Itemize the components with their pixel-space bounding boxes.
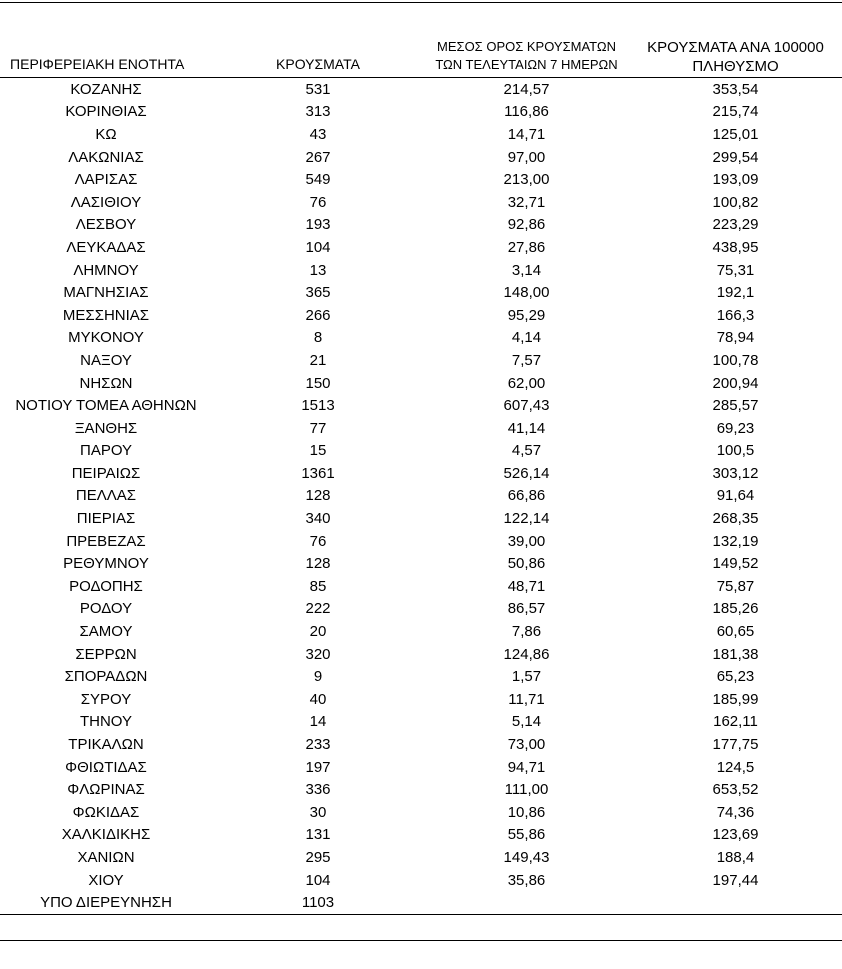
cell-per100k: 303,12 xyxy=(712,464,759,482)
cell-cases: 233 xyxy=(305,736,331,754)
header-row xyxy=(0,38,842,78)
cell-cases: 1103 xyxy=(212,891,424,914)
cell-cases: 13 xyxy=(309,261,327,279)
cell-cases: 222 xyxy=(305,600,331,618)
cell-cases: 15 xyxy=(309,442,327,460)
cell-region: ΤΡΙΚΑΛΩΝ xyxy=(68,736,144,754)
cell-cases: 128 xyxy=(305,487,331,505)
cell-avg7: 122,14 xyxy=(503,510,550,528)
table-row xyxy=(0,214,842,237)
cell-avg7: 526,14 xyxy=(503,464,550,482)
table-row xyxy=(0,530,842,553)
cell-region: ΜΥΚΟΝΟΥ xyxy=(68,329,144,347)
cell-cases: 340 xyxy=(305,510,331,528)
cell-avg7: 116,86 xyxy=(504,103,549,121)
cell-per100k: 299,54 xyxy=(712,148,759,166)
table-row xyxy=(0,440,842,463)
cell-cases: 1361 xyxy=(301,464,335,482)
cell-region: ΣΕΡΡΩΝ xyxy=(75,645,137,663)
cell-region: ΝΗΣΩΝ xyxy=(79,374,133,392)
cell-per100k: 192,1 xyxy=(716,284,755,302)
cell-region: ΡΟΔΟΠΗΣ xyxy=(69,577,143,595)
header-per100k-text: ΚΡΟΥΣΜΑΤΑ ΑΝΑ 100000 ΠΛΗΘΥΣΜΟ xyxy=(647,39,824,75)
cell-per100k: 100,78 xyxy=(712,351,759,369)
cell-cases: 104 xyxy=(305,871,331,889)
cell-region: ΡΕΘΥΜΝΟΥ xyxy=(63,555,149,573)
cell-region: ΛΑΚΩΝΙΑΣ xyxy=(68,148,144,166)
cell-region: ΧΑΝΙΩΝ xyxy=(77,848,135,866)
cell-cases: 295 xyxy=(305,848,331,866)
cell-avg7: 148,00 xyxy=(503,284,550,302)
cell-per100k: 65,23 xyxy=(716,668,755,686)
cell-avg7: 14,71 xyxy=(507,125,546,143)
cell-region: ΠΡΕΒΕΖΑΣ xyxy=(66,532,146,550)
cell-per100k: 193,09 xyxy=(712,171,759,189)
cell-per100k: 75,87 xyxy=(716,577,755,595)
cell-cases: 549 xyxy=(305,171,331,189)
table-header xyxy=(0,38,842,78)
cell-avg7: 10,86 xyxy=(507,803,546,821)
cell-per100k: 197,44 xyxy=(712,871,759,889)
bottom-divider xyxy=(0,940,842,941)
cell-per100k: 75,31 xyxy=(716,261,755,279)
cell-cases: 128 xyxy=(305,555,331,573)
cell-region: ΛΗΜΝΟΥ xyxy=(73,261,139,279)
cell-cases: 531 xyxy=(305,80,331,98)
cell-cases: 43 xyxy=(309,125,327,143)
top-divider xyxy=(0,2,842,3)
table-row xyxy=(0,846,842,869)
cell-per100k: 124,5 xyxy=(716,758,755,776)
cell-avg7: 32,71 xyxy=(507,193,546,211)
cell-per100k: 285,57 xyxy=(712,397,759,415)
cell-per100k: 200,94 xyxy=(712,374,759,392)
table-row xyxy=(0,507,842,530)
cell-cases: 267 xyxy=(305,148,331,166)
cell-avg7: 66,86 xyxy=(507,487,546,505)
cell-avg7: 41,14 xyxy=(507,419,546,437)
table-row xyxy=(0,417,842,440)
cell-cases: 40 xyxy=(309,690,327,708)
cell-region: ΠΕΙΡΑΙΩΣ xyxy=(71,464,141,482)
cell-avg7: 4,57 xyxy=(511,442,542,460)
cell-avg7: 3,14 xyxy=(511,261,542,279)
cell-cases: 21 xyxy=(309,351,327,369)
cell-per100k: 123,69 xyxy=(712,826,759,844)
table-row xyxy=(0,688,842,711)
cell-region: ΠΑΡΟΥ xyxy=(79,442,133,460)
header-avg7-text: ΜΕΣΟΣ ΟΡΟΣ ΚΡΟΥΣΜΑΤΩΝ ΤΩΝ ΤΕΛΕΥΤΑΙΩΝ 7 ΗΜΕΡΩΝ xyxy=(435,39,618,72)
cases-table xyxy=(0,38,842,915)
cell-cases: 313 xyxy=(305,103,331,121)
cell-cases: 104 xyxy=(305,238,331,256)
cell-avg7: 7,86 xyxy=(511,623,542,641)
cell-region: ΛΕΣΒΟΥ xyxy=(75,216,137,234)
cell-per100k: 268,35 xyxy=(712,510,759,528)
cell-cases: 30 xyxy=(309,803,327,821)
cell-region: ΛΑΡΙΣΑΣ xyxy=(74,171,138,189)
cell-cases: 8 xyxy=(313,329,323,347)
cell-per100k: 215,74 xyxy=(712,103,759,121)
cell-avg7: 124,86 xyxy=(503,645,550,663)
cell-per100k: 181,38 xyxy=(712,645,759,663)
table-row xyxy=(0,78,842,101)
cell-avg7: 607,43 xyxy=(503,397,550,415)
cell-avg7: 62,00 xyxy=(507,374,546,392)
header-cases: ΚΡΟΥΣΜΑΤΑ xyxy=(212,38,424,78)
table-row xyxy=(0,259,842,282)
cell-per100k: 69,23 xyxy=(716,419,755,437)
table-row xyxy=(0,891,842,914)
cell-avg7: 111,00 xyxy=(504,781,549,799)
cell-avg7: 7,57 xyxy=(511,351,542,369)
cell-per100k: 60,65 xyxy=(716,623,755,641)
cell-per100k: 653,52 xyxy=(712,781,759,799)
cell-avg7: 55,86 xyxy=(507,826,546,844)
cell-cases: 14 xyxy=(309,713,327,731)
cell-avg7: 1,57 xyxy=(511,668,542,686)
cell-region: ΝΟΤΙΟΥ ΤΟΜΕΑ ΑΘΗΝΩΝ xyxy=(15,397,197,415)
cell-region: ΥΠΟ ΔΙΕΡΕΥΝΗΣΗ xyxy=(0,891,212,914)
cell-cases: 85 xyxy=(309,577,327,595)
cell-per100k: 100,82 xyxy=(712,193,759,211)
cell-region: ΚΩ xyxy=(95,125,117,143)
table-row xyxy=(0,575,842,598)
table-row xyxy=(0,711,842,734)
cell-avg7: 149,43 xyxy=(503,848,550,866)
table-row xyxy=(0,101,842,124)
cell-per100k: 91,64 xyxy=(716,487,755,505)
cell-per100k: 188,4 xyxy=(716,848,755,866)
cell-cases: 20 xyxy=(309,623,327,641)
cell-region: ΠΙΕΡΙΑΣ xyxy=(76,510,136,528)
cell-region: ΣΠΟΡΑΔΩΝ xyxy=(64,668,148,686)
cell-avg7: 5,14 xyxy=(511,713,542,731)
cell-region: ΤΗΝΟΥ xyxy=(79,713,133,731)
cell-region: ΦΩΚΙΔΑΣ xyxy=(72,803,140,821)
cell-region: ΣΑΜΟΥ xyxy=(79,623,133,641)
cell-per100k: 132,19 xyxy=(712,532,759,550)
table-row xyxy=(0,394,842,417)
table-row xyxy=(0,552,842,575)
table-row xyxy=(0,372,842,395)
cell-per100k: 353,54 xyxy=(712,80,759,98)
table-row xyxy=(0,485,842,508)
cell-region: ΠΕΛΛΑΣ xyxy=(75,487,137,505)
table-row xyxy=(0,327,842,350)
cell-cases: 197 xyxy=(305,758,331,776)
table-row xyxy=(0,824,842,847)
cell-cases: 336 xyxy=(305,781,331,799)
cell-region: ΛΑΣΙΘΙΟΥ xyxy=(70,193,142,211)
table-row xyxy=(0,665,842,688)
table-row xyxy=(0,620,842,643)
table-row xyxy=(0,869,842,892)
cell-per100k: 74,36 xyxy=(716,803,755,821)
cell-region: ΜΑΓΝΗΣΙΑΣ xyxy=(63,284,149,302)
cell-per100k: 78,94 xyxy=(716,329,755,347)
cell-per100k: 177,75 xyxy=(712,736,759,754)
cell-cases: 320 xyxy=(305,645,331,663)
cell-cases: 76 xyxy=(309,532,327,550)
cell-per100k: 438,95 xyxy=(712,238,759,256)
cell-region: ΦΛΩΡΙΝΑΣ xyxy=(67,781,145,799)
cell-avg7: 11,71 xyxy=(508,690,545,708)
table-row xyxy=(0,191,842,214)
cell-cases: 1513 xyxy=(301,397,335,415)
cell-avg7: 48,71 xyxy=(507,577,546,595)
table-row xyxy=(0,304,842,327)
cell-cases: 150 xyxy=(305,374,331,392)
cell-cases: 9 xyxy=(313,668,323,686)
cell-region: ΛΕΥΚΑΔΑΣ xyxy=(66,238,146,256)
table-row xyxy=(0,462,842,485)
header-per100k xyxy=(629,38,842,78)
cell-avg7: 97,00 xyxy=(507,148,546,166)
cell-avg7: 4,14 xyxy=(511,329,542,347)
table-body xyxy=(0,78,842,915)
table-row xyxy=(0,778,842,801)
cell-avg7: 94,71 xyxy=(507,758,546,776)
table-row xyxy=(0,643,842,666)
cell-per100k: 149,52 xyxy=(712,555,759,573)
table-row xyxy=(0,146,842,169)
table-row xyxy=(0,168,842,191)
table-row xyxy=(0,598,842,621)
table-row xyxy=(0,801,842,824)
cell-cases: 76 xyxy=(309,193,327,211)
cell-per100k: 125,01 xyxy=(712,125,759,143)
cell-per100k: 223,29 xyxy=(712,216,759,234)
cell-region: ΧΙΟΥ xyxy=(88,871,124,889)
cell-per100k: 162,11 xyxy=(713,713,758,731)
cell-region: ΣΥΡΟΥ xyxy=(80,690,132,708)
cell-avg7: 39,00 xyxy=(507,532,546,550)
cell-avg7: 73,00 xyxy=(507,736,546,754)
cell-cases: 77 xyxy=(309,419,327,437)
cell-per100k xyxy=(629,891,842,914)
cell-avg7: 86,57 xyxy=(507,600,546,618)
cell-avg7: 213,00 xyxy=(503,171,550,189)
cell-avg7 xyxy=(424,891,629,914)
cell-region: ΞΑΝΘΗΣ xyxy=(74,419,138,437)
cell-per100k: 100,5 xyxy=(716,442,755,460)
cell-region: ΦΘΙΩΤΙΔΑΣ xyxy=(65,758,147,776)
header-avg7 xyxy=(424,38,629,78)
header-region: ΠΕΡΙΦΕΡΕΙΑΚΗ ΕΝΟΤΗΤΑ xyxy=(0,38,212,78)
table-row xyxy=(0,281,842,304)
cell-avg7: 95,29 xyxy=(507,306,546,324)
cell-region: ΡΟΔΟΥ xyxy=(79,600,133,618)
cell-avg7: 92,86 xyxy=(507,216,546,234)
table-row xyxy=(0,756,842,779)
cell-region: ΚΟΡΙΝΘΙΑΣ xyxy=(65,103,147,121)
cell-per100k: 185,99 xyxy=(712,690,759,708)
table-row xyxy=(0,123,842,146)
cell-cases: 193 xyxy=(305,216,331,234)
cell-per100k: 166,3 xyxy=(716,306,755,324)
cell-cases: 266 xyxy=(305,306,331,324)
cell-avg7: 35,86 xyxy=(507,871,546,889)
cell-cases: 131 xyxy=(305,826,331,844)
cell-region: ΝΑΞΟΥ xyxy=(80,351,132,369)
cell-cases: 365 xyxy=(305,284,331,302)
cell-region: ΜΕΣΣΗΝΙΑΣ xyxy=(62,306,150,324)
cell-avg7: 27,86 xyxy=(507,238,546,256)
table-row xyxy=(0,733,842,756)
cell-per100k: 185,26 xyxy=(712,600,759,618)
table-row xyxy=(0,236,842,259)
table-row xyxy=(0,349,842,372)
cell-region: ΧΑΛΚΙΔΙΚΗΣ xyxy=(61,826,151,844)
cell-avg7: 214,57 xyxy=(503,80,550,98)
cell-avg7: 50,86 xyxy=(507,555,546,573)
cell-region: ΚΟΖΑΝΗΣ xyxy=(70,80,142,98)
